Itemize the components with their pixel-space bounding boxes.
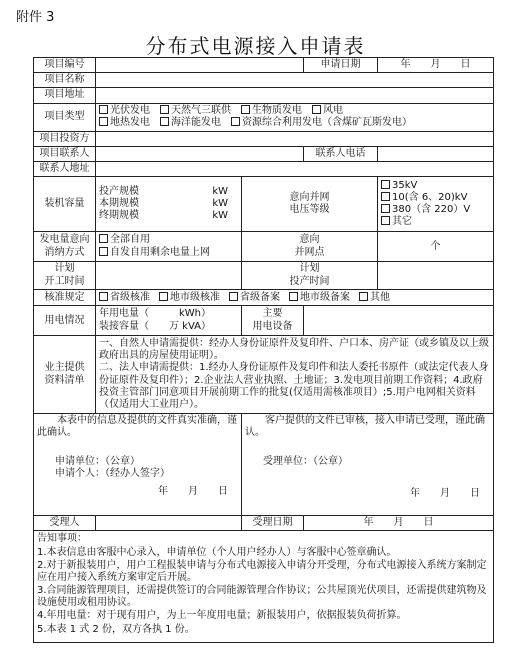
approval-options <box>96 290 494 306</box>
consume-all-self[interactable]: 全部自用 <box>99 234 238 246</box>
option-gas-cchp[interactable]: 天然气三联供 <box>160 105 231 117</box>
plan-production-field[interactable] <box>378 262 494 290</box>
voltage-other[interactable]: 其它 <box>381 216 490 228</box>
project-type-options <box>96 103 494 131</box>
attachment-label: 附件 3 <box>16 10 55 25</box>
project-address-label: 项目地址 <box>34 88 96 103</box>
option-resource[interactable]: 资源综合利用发电（含煤矿瓦斯发电） <box>231 117 412 129</box>
plan-production-label: 计划 投产时间 <box>242 262 378 290</box>
approval-provincial[interactable]: 省级核准 <box>99 292 150 304</box>
voltage-label: 意向并网 电压等级 <box>242 177 378 232</box>
applicant-declaration: 本表中的信息及提供的文件真实准确，谨此确认。 申请单位：（公章） 申请个人：（经办人签字） 年 月 日 <box>34 414 242 516</box>
main-equipment-field[interactable] <box>304 306 494 336</box>
consume-options <box>96 232 242 262</box>
checkbox-icon <box>289 292 298 301</box>
record-provincial[interactable]: 省级备案 <box>229 292 280 304</box>
checkbox-icon <box>99 117 108 126</box>
investor-field[interactable] <box>96 131 494 146</box>
acceptor-field[interactable] <box>96 516 242 531</box>
checkbox-icon <box>312 105 321 114</box>
project-name-field[interactable] <box>96 73 494 88</box>
checkbox-icon <box>159 292 168 301</box>
applicant-person-signature[interactable]: 申请个人：（经办人签字） <box>55 467 170 479</box>
checkbox-icon <box>381 180 390 189</box>
acceptor-declaration: 客户提供的文件已审核，接入申请已受理，谨此确认。 受理单位：（公章） 年 月 日 <box>242 414 494 516</box>
form-title: 分布式电源接入申请表 <box>145 34 366 58</box>
contact-phone-label: 联系人电话 <box>304 146 378 161</box>
project-no-field[interactable] <box>96 58 304 73</box>
checkbox-icon <box>381 204 390 213</box>
capacity-label: 装机容量 <box>34 177 96 232</box>
contact-field[interactable] <box>96 146 304 161</box>
capacity-fields[interactable]: 投产规模 kW 本期规模 kW 终期规模 kW <box>96 177 242 232</box>
option-geothermal[interactable]: 地热发电 <box>99 117 150 129</box>
record-city[interactable]: 地市级备案 <box>289 292 350 304</box>
project-name-label: 项目名称 <box>34 73 96 88</box>
checkbox-icon <box>99 292 108 301</box>
notice-item: 4.年用电量：对于现有用户，为上一年度用电量；新报装用户，依据报装负荷折算。 <box>37 610 407 622</box>
consume-surplus-grid[interactable]: 自发自用剩余电量上网 <box>99 247 238 259</box>
option-biomass[interactable]: 生物质发电 <box>241 105 302 117</box>
contact-address-label: 联系人地址 <box>34 161 96 176</box>
notice-heading: 告知事项： <box>37 533 87 545</box>
main-equipment-label: 主要 用电设备 <box>242 306 304 336</box>
materials-label: 业主提供 资料清单 <box>34 336 96 414</box>
apply-date-label: 申请日期 <box>304 58 378 73</box>
checkbox-icon <box>381 192 390 201</box>
checkbox-icon <box>160 117 169 126</box>
accept-date-field[interactable]: 年 月 日 <box>304 516 494 531</box>
project-type-label: 项目类型 <box>34 103 96 131</box>
consume-label: 发电量意向 消纳方式 <box>34 232 96 262</box>
contact-phone-field[interactable] <box>378 146 494 161</box>
applicant-unit-seal[interactable]: 申请单位：（公章） <box>55 455 140 467</box>
checkbox-icon <box>241 105 250 114</box>
notice-item: 5.本表 1 式 2 份，双方各执 1 份。 <box>37 623 195 635</box>
contact-address-field[interactable] <box>96 161 494 176</box>
plan-start-label: 计划 开工时间 <box>34 262 96 290</box>
option-wind[interactable]: 风电 <box>312 105 343 117</box>
checkbox-icon <box>99 247 108 256</box>
checkbox-icon <box>160 105 169 114</box>
usage-label: 用电情况 <box>34 306 96 336</box>
materials-legal-person: 二、法人申请需提供：1.经办人身份证原件及复印件和法人委托书原件（或法定代表人身份证原件及复印件）；2.企业法人营业执照、土地证；3.发电项目前期工作资料；4.政府投资主管部门同意项目开展前期工作的批复(仅适用需核准项目）;5.用户电网相关资料（仅适用大工业用户）。 <box>99 362 489 410</box>
approval-other[interactable]: 其他 <box>359 292 390 304</box>
application-form <box>33 57 494 643</box>
option-solar[interactable]: 光伏发电 <box>99 105 150 117</box>
materials-natural-person: 一、自然人申请需提供：经办人身份证原件及复印件、户口本、房产证（或乡镇及以上级政府出具的房屋使用证明）。 <box>99 338 489 362</box>
checkbox-icon <box>359 292 368 301</box>
voltage-380v[interactable]: 380（含 220）V <box>381 204 490 216</box>
project-address-field[interactable] <box>96 88 494 103</box>
acceptor-sign-date[interactable]: 年 月 日 <box>410 487 481 499</box>
approval-label: 核准规定 <box>34 290 96 306</box>
checkbox-icon <box>381 216 390 225</box>
contact-label: 项目联系人 <box>34 146 96 161</box>
notice-item: 1.本表信息由客服中心录入，申请单位（个人用户经办人）与客服中心签章确认。 <box>37 546 397 558</box>
plan-start-field[interactable] <box>96 262 242 290</box>
voltage-35kv[interactable]: 35kV <box>381 180 490 192</box>
accept-date-label: 受理日期 <box>242 516 304 531</box>
checkbox-icon <box>99 105 108 114</box>
grid-point-field[interactable]: 个 <box>378 232 494 262</box>
applicant-sign-date[interactable]: 年 月 日 <box>158 485 228 497</box>
checkbox-icon <box>231 117 240 126</box>
checkbox-icon <box>229 292 238 301</box>
notice-item: 2.对于新报装用户，用户工程报装申请与分布式电源接入申请分开受理，分布式电源接入系统方案制定应在用户接入系统方案审定后开展。 <box>37 559 487 583</box>
grid-point-label: 意向 并网点 <box>242 232 378 262</box>
accept-unit-seal[interactable]: 受理单位：（公章） <box>263 455 348 467</box>
investor-label: 项目投资方 <box>34 131 96 146</box>
project-no-label: 项目编号 <box>34 58 96 73</box>
notice-section <box>34 531 494 643</box>
usage-fields[interactable]: 年用电量（ kWh） 装接容量（ 万 kVA） <box>96 306 242 336</box>
acceptor-label: 受理人 <box>34 516 96 531</box>
checkbox-icon <box>99 234 108 243</box>
option-ocean[interactable]: 海洋能发电 <box>160 117 221 129</box>
voltage-options <box>378 177 494 232</box>
approval-city[interactable]: 地市级核准 <box>159 292 220 304</box>
notice-item: 3.合同能源管理项目，还需提供签订的合同能源管理合作协议；公共屋顶光伏项目，还需提供建筑物及设施使用或租用协议。 <box>37 585 487 609</box>
apply-date-field[interactable]: 年 月 日 <box>378 58 494 73</box>
voltage-10kv[interactable]: 10(含 6、20)kV <box>381 192 490 204</box>
materials-list <box>96 336 494 414</box>
